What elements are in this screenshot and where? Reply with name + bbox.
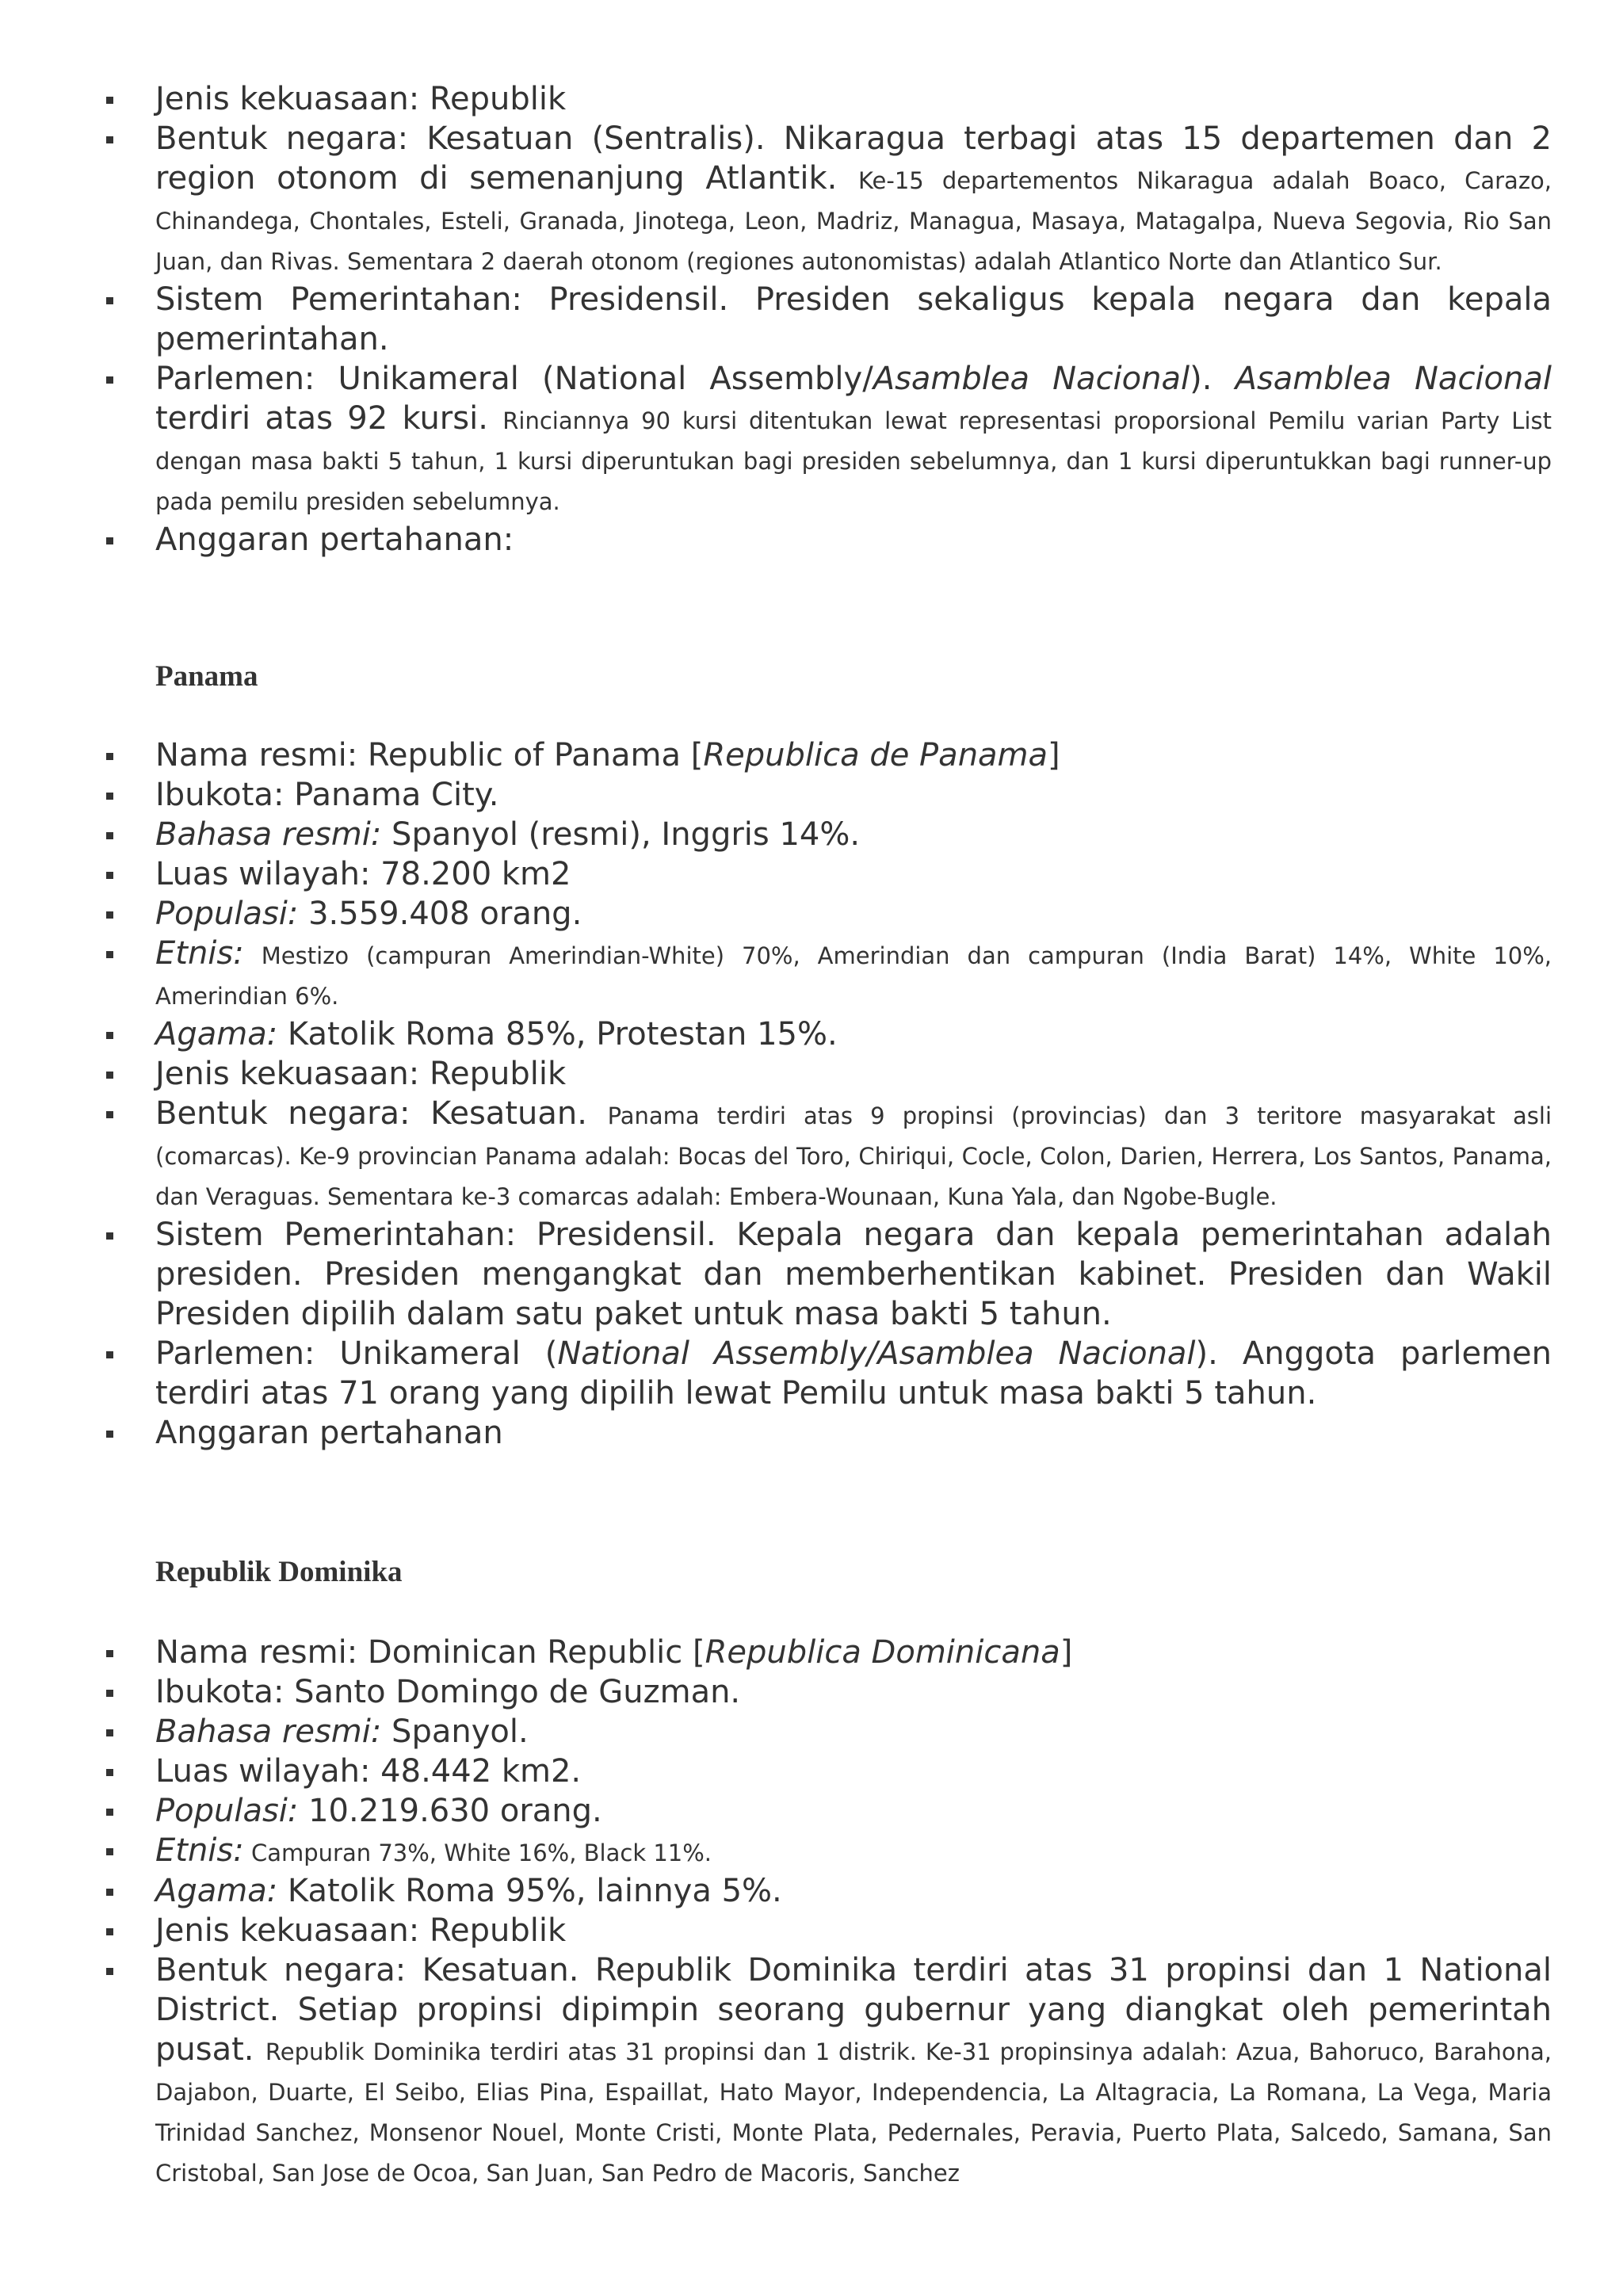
bentuk-negara-detail: Republik Dominika terdiri atas 31 propinsi dan 1 distrik. Ke-31 propinsinya adalah: Azua, Bahoruco, Barahona, Dajabon, Duarte, El Seibo, Elias Pina, Espaillat, Hato Mayor, Independencia, La Altagracia, La Romana, La Vega, Maria Trinidad Sanchez, Monsenor Nouel, Monte Cristi, Monte Plata, Pedernales, Peravia, Puerto Plata, Salcedo, Samana, San Cristobal, San Jose de Ocoa, San Juan, San Pedro de Macoris, Sanchez <box>155 2038 1552 2187</box>
sistem-pemerintahan: Sistem Pemerintahan: Presidensil. Presiden sekaligus kepala negara dan kepala pemerintahan. <box>155 281 1552 357</box>
list-item <box>100 1712 1552 1752</box>
parlemen-prefix: Parlemen: Unikameral ( <box>155 1335 558 1372</box>
list-item <box>100 775 1552 815</box>
dominika-list <box>100 1633 1552 2191</box>
etnis-value: Mestizo (campuran Amerindian-White) 70%, Amerindian dan campuran (India Barat) 14%, White 10%, Amerindian 6%. <box>155 942 1552 1010</box>
populasi-label: Populasi: <box>155 1793 299 1829</box>
parlemen-rest: ). Anggota parlemen terdiri atas 71 orang yang dipilih lewat Pemilu untuk masa bakti 5 tahun. <box>155 1335 1552 1412</box>
list-item <box>100 1094 1552 1215</box>
bentuk-negara: Bentuk negara: Kesatuan. Republik Dominika terdiri atas 31 propinsi dan 1 National District. Setiap propinsi dipimpin seorang gubernur yang diangkat oleh pemerintah pusat. <box>155 1952 1552 2068</box>
list-item <box>100 1791 1552 1831</box>
bahasa-value: Spanyol (resmi), Inggris 14%. <box>381 816 861 853</box>
list-item <box>100 934 1552 1014</box>
populasi-value: 3.559.408 orang. <box>298 896 582 932</box>
list-item <box>100 894 1552 934</box>
list-item <box>100 1334 1552 1413</box>
ibukota: Ibukota: Panama City. <box>155 777 499 813</box>
etnis-value: Campuran 73%, White 16%, Black 11%. <box>243 1839 712 1866</box>
section-heading-panama: Panama <box>155 660 258 693</box>
section-heading-dominika: Republik Dominika <box>155 1556 403 1588</box>
list-item <box>100 1752 1552 1791</box>
etnis-label: Etnis: <box>155 935 244 972</box>
luas-wilayah: Luas wilayah: 78.200 km2 <box>155 856 571 892</box>
jenis-kekuasaan: Jenis kekuasaan: Republik <box>155 1912 567 1949</box>
parlemen-rest: terdiri atas 92 kursi. <box>155 400 488 437</box>
list-item <box>100 1633 1552 1672</box>
jenis-kekuasaan: Jenis kekuasaan: Republik <box>155 1056 567 1092</box>
list-item <box>100 1831 1552 1871</box>
list-item <box>100 119 1552 280</box>
list-item <box>100 1215 1552 1334</box>
list-item <box>100 280 1552 359</box>
nama-resmi-close: ] <box>1048 737 1060 774</box>
anggaran-pertahanan: Anggaran pertahanan: <box>155 521 514 558</box>
bahasa-label: Bahasa resmi: <box>155 816 382 853</box>
parlemen-italic-2: Asamblea Nacional <box>1235 361 1552 397</box>
list-item <box>100 1950 1552 2191</box>
parlemen-prefix: Parlemen: Unikameral (National Assembly/ <box>155 361 873 397</box>
list-item <box>100 1014 1552 1054</box>
list-item <box>100 1672 1552 1712</box>
list-item <box>100 1911 1552 1950</box>
ibukota: Ibukota: Santo Domingo de Guzman. <box>155 1674 741 1710</box>
populasi-value: 10.219.630 orang. <box>298 1793 602 1829</box>
parlemen-italic-1: Asamblea Nacional <box>873 361 1190 397</box>
list-item <box>100 1054 1552 1094</box>
panama-list <box>100 735 1552 1453</box>
luas-wilayah: Luas wilayah: 48.442 km2. <box>155 1753 582 1790</box>
list-item <box>100 735 1552 775</box>
bentuk-negara-detail: Ke-15 departementos Nikaragua adalah Boaco, Carazo, Chinandega, Chontales, Esteli, Granada, Jinotega, Leon, Madriz, Managua, Masaya, Matagalpa, Nueva Segovia, Rio San Juan, dan Rivas. Sementara 2 daerah otonom (regiones autonomistas) adalah Atlantico Norte dan Atlantico Sur. <box>155 167 1552 275</box>
list-item <box>100 815 1552 854</box>
nicaragua-list <box>100 79 1552 560</box>
bentuk-negara: Bentuk negara: Kesatuan. <box>155 1095 587 1132</box>
agama-label: Agama: <box>155 1016 278 1052</box>
list-item <box>100 359 1552 520</box>
anggaran-pertahanan: Anggaran pertahanan <box>155 1415 503 1451</box>
parlemen-mid: ). <box>1190 361 1235 397</box>
list-item <box>100 1871 1552 1911</box>
list-item <box>100 854 1552 894</box>
agama-value: Katolik Roma 85%, Protestan 15%. <box>277 1016 838 1052</box>
bentuk-negara: Bentuk negara: Kesatuan (Sentralis). Nikaragua terbagi atas 15 departemen dan 2 region otonom di semenanjung Atlantik. <box>155 120 1552 197</box>
bahasa-label: Bahasa resmi: <box>155 1713 382 1750</box>
nama-resmi: Nama resmi: Dominican Republic [ <box>155 1634 705 1671</box>
list-item <box>100 1413 1552 1453</box>
nama-resmi: Nama resmi: Republic of Panama [ <box>155 737 704 774</box>
parlemen-detail: Rinciannya 90 kursi ditentukan lewat representasi proporsional Pemilu varian Party List dengan masa bakti 5 tahun, 1 kursi diperuntukan bagi presiden sebelumnya, dan 1 kursi diperuntukkan bagi runner-up pada pemilu presiden sebelumnya. <box>155 407 1552 515</box>
bentuk-negara-detail: Panama terdiri atas 9 propinsi (provincias) dan 3 teritore masyarakat asli (comarcas). Ke-9 provincian Panama adalah: Bocas del Toro, Chiriqui, Cocle, Colon, Darien, Herrera, Los Santos, Panama, dan Veraguas. Sementara ke-3 comarcas adalah: Embera-Wounaan, Kuna Yala, dan Ngobe-Bugle. <box>155 1102 1552 1210</box>
list-item <box>100 79 1552 119</box>
jenis-kekuasaan: Jenis kekuasaan: Republik <box>155 81 567 117</box>
bahasa-value: Spanyol. <box>381 1713 529 1750</box>
etnis-label: Etnis: <box>155 1832 244 1869</box>
nama-resmi-close: ] <box>1060 1634 1073 1671</box>
sistem-pemerintahan: Sistem Pemerintahan: Presidensil. Kepala negara dan kepala pemerintahan adalah presiden. Presiden mengangkat dan memberhentikan kabinet. Presiden dan Wakil Presiden dipilih dalam satu paket untuk masa bakti 5 tahun. <box>155 1217 1552 1332</box>
agama-value: Katolik Roma 95%, lainnya 5%. <box>277 1873 782 1909</box>
populasi-label: Populasi: <box>155 896 299 932</box>
agama-label: Agama: <box>155 1873 278 1909</box>
nama-resmi-local: Republica Dominicana <box>705 1634 1060 1671</box>
parlemen-italic: National Assembly/Asamblea Nacional <box>557 1335 1196 1372</box>
nama-resmi-local: Republica de Panama <box>703 737 1048 774</box>
list-item <box>100 520 1552 560</box>
